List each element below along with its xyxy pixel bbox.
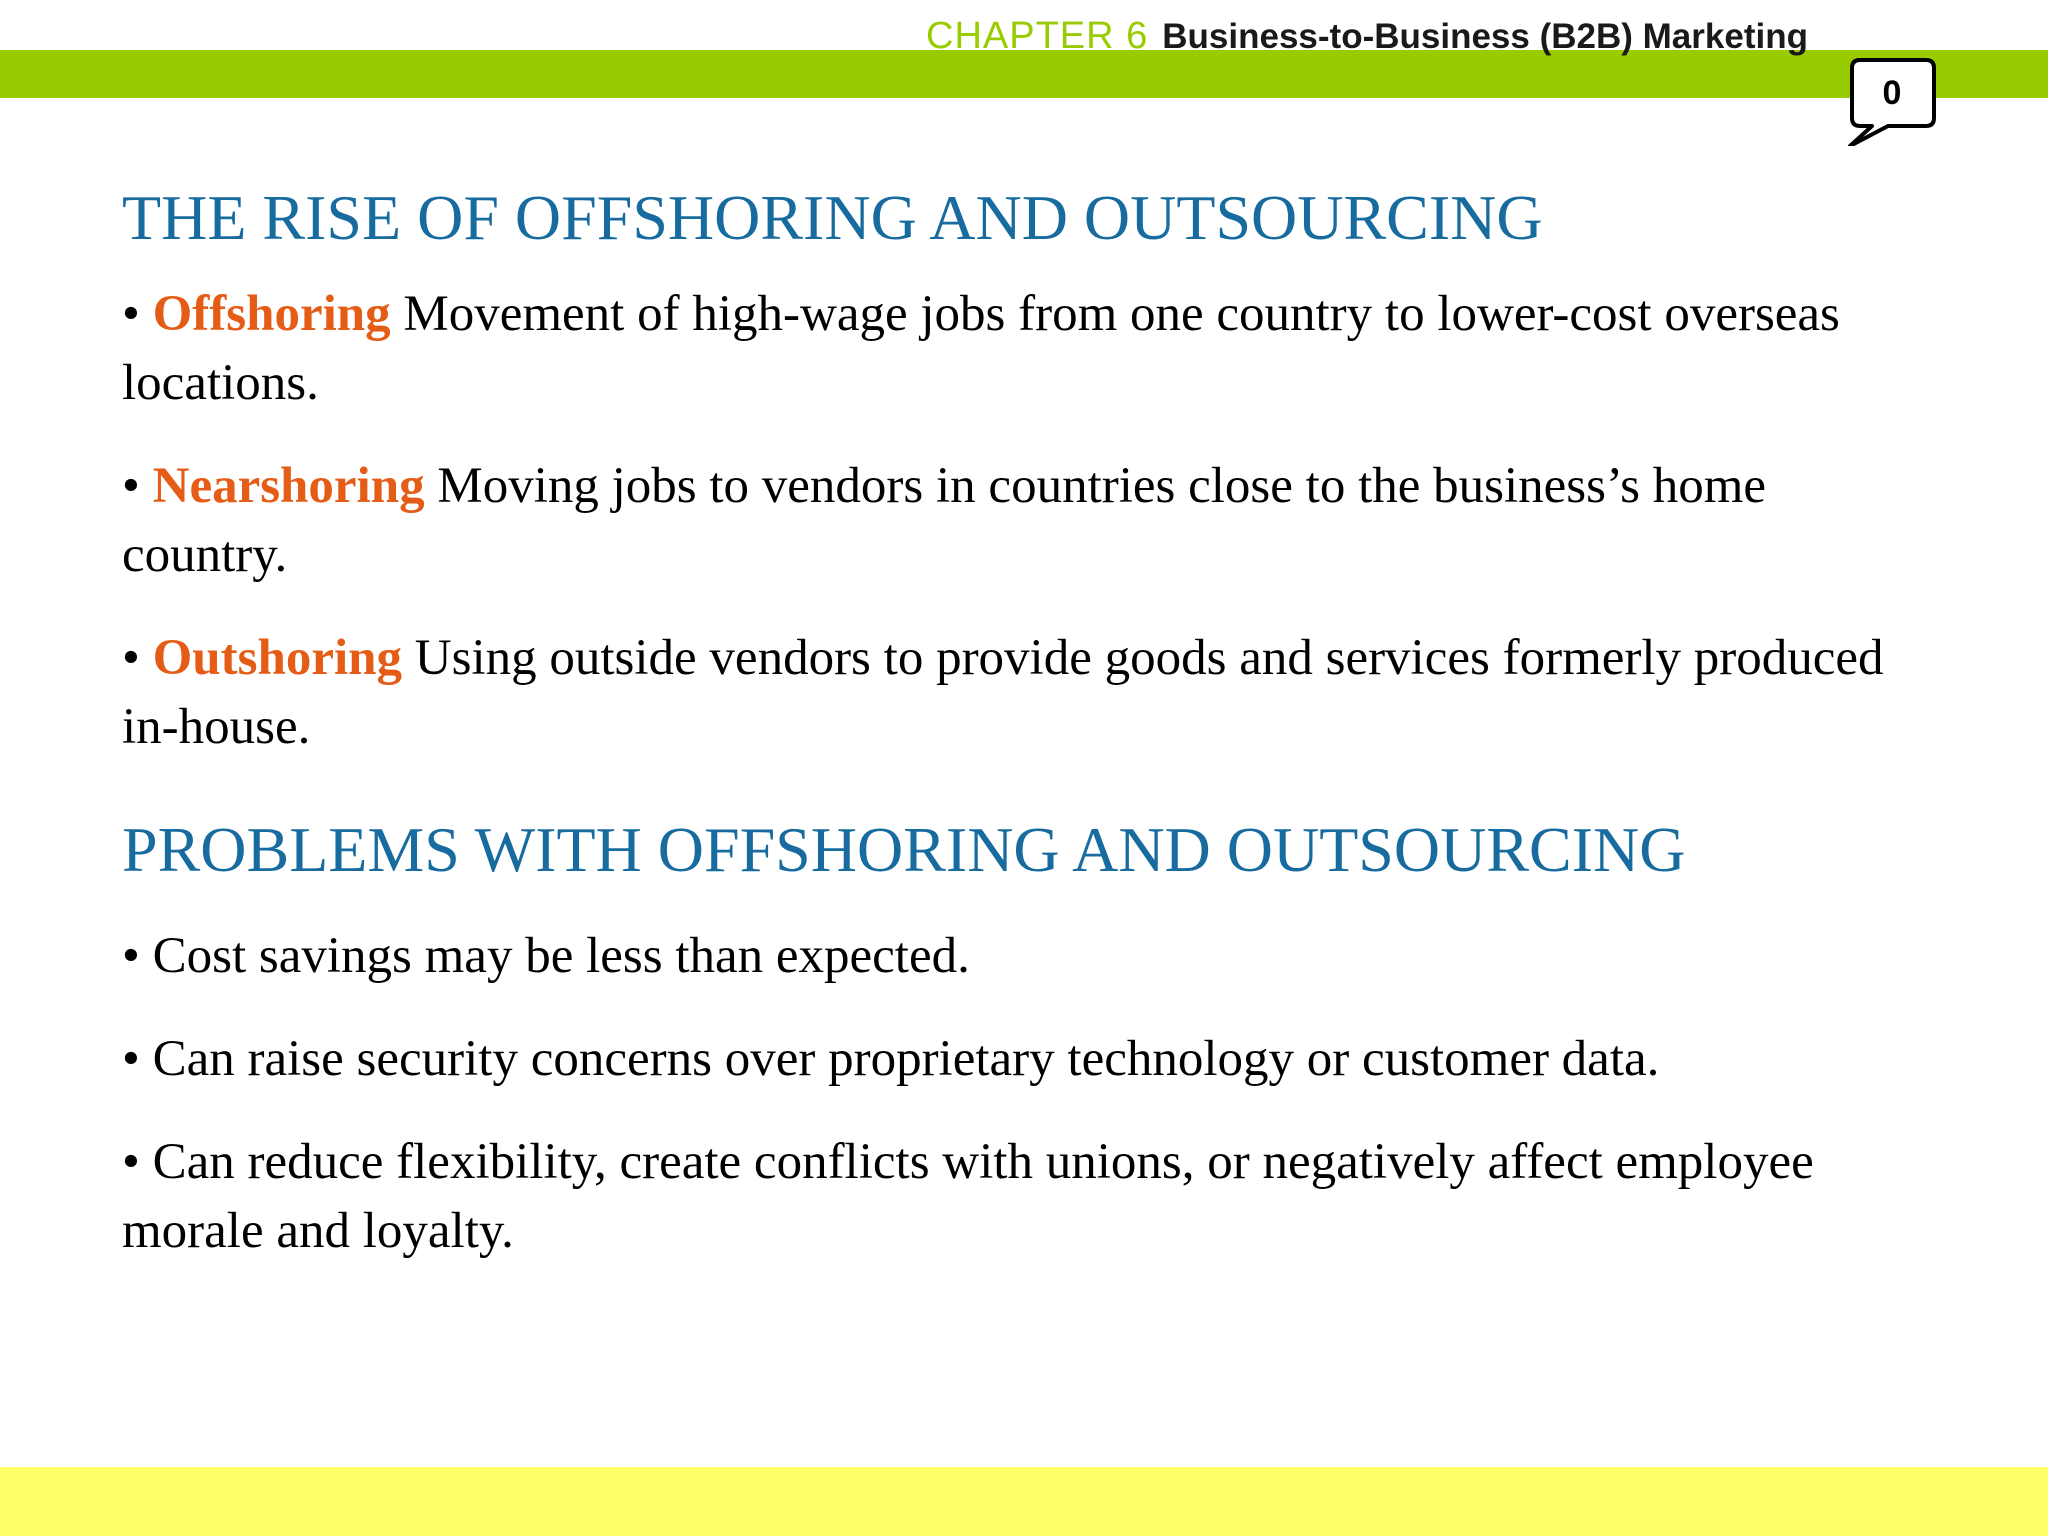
- term-nearshoring: Nearshoring: [152, 458, 425, 514]
- bullet-cost-savings: • Cost savings may be less than expected.: [122, 928, 970, 984]
- bullet-cost-savings-text: Cost savings may be less than expected.: [152, 928, 970, 984]
- bullet-outshoring: • Outshoring Using outside vendors to provide goods and services formerly produced in-house.: [122, 630, 1884, 755]
- definition-offshoring: Movement of high-wage jobs from one country to lower-cost overseas locations.: [122, 286, 1840, 411]
- chapter-title: Business-to-Business (B2B) Marketing: [1162, 17, 1808, 56]
- term-offshoring: Offshoring: [152, 286, 391, 342]
- bullet-flexibility: • Can reduce flexibility, create conflicts with unions, or negatively affect employee morale and loyalty.: [122, 1134, 1814, 1259]
- bullet-nearshoring: • Nearshoring Moving jobs to vendors in countries close to the business’s home country.: [122, 458, 1767, 583]
- chapter-label: CHAPTER 6: [926, 15, 1149, 57]
- bullet-security-text: Can raise security concerns over proprietary technology or customer data.: [152, 1031, 1660, 1087]
- bullet-security: • Can raise security concerns over proprietary technology or customer data.: [122, 1031, 1660, 1087]
- section-heading-problems: PROBLEMS WITH OFFSHORING AND OUTSOURCING: [122, 814, 1686, 885]
- comments-button[interactable]: [1846, 56, 1936, 146]
- chapter-header: [926, 14, 1808, 58]
- definition-nearshoring: Moving jobs to vendors in countries close to the business’s home country.: [122, 458, 1767, 583]
- section-heading-rise: THE RISE OF OFFSHORING AND OUTSOURCING: [122, 182, 1543, 253]
- bullet-offshoring: • Offshoring Movement of high-wage jobs from one country to lower-cost overseas locations.: [122, 286, 1840, 411]
- bullet-flexibility-text: Can reduce flexibility, create conflicts with unions, or negatively affect employee morale and loyalty.: [122, 1134, 1814, 1259]
- footer-yellow-band: [0, 1467, 2048, 1536]
- definition-outshoring: Using outside vendors to provide goods and services formerly produced in-house.: [122, 630, 1884, 755]
- term-outshoring: Outshoring: [152, 630, 403, 686]
- comment-count: 0: [1882, 74, 1902, 112]
